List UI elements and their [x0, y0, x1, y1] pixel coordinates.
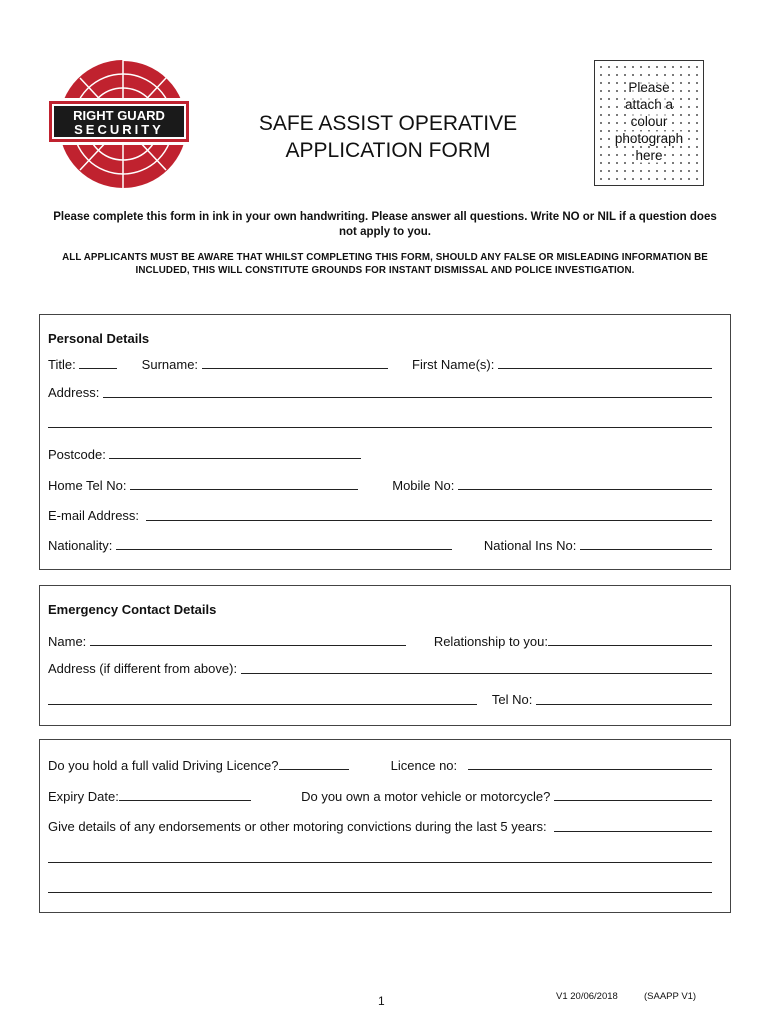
logo-line2: SECURITY — [74, 122, 164, 137]
title-label: Title: — [48, 357, 76, 372]
postcode-label: Postcode: — [48, 447, 106, 462]
version-label: V1 20/06/2018 — [556, 991, 618, 1002]
emergency-name-label: Name: — [48, 634, 87, 649]
name-row — [48, 356, 712, 373]
expiry-row — [48, 788, 712, 805]
photo-line1: Please — [628, 80, 670, 95]
first-names-label: First Name(s): — [412, 357, 495, 372]
endorsements-line-2[interactable] — [48, 862, 712, 863]
page-number: 1 — [378, 994, 385, 1008]
nationality-label: Nationality: — [48, 538, 113, 553]
phone-row — [48, 477, 712, 494]
emergency-name-row — [48, 633, 712, 650]
emergency-address-label: Address (if different from above): — [48, 661, 238, 676]
photo-line2: attach a — [624, 97, 674, 112]
expiry-field[interactable] — [119, 788, 251, 801]
address-line-2[interactable] — [48, 427, 712, 428]
endorsements-question: Give details of any endorsements or other motoring convictions during the last 5 years: — [48, 819, 547, 834]
expiry-label: Expiry Date: — [48, 789, 119, 804]
surname-field[interactable] — [202, 356, 388, 369]
photo-attachment-box — [594, 60, 704, 186]
relationship-label: Relationship to you: — [433, 634, 548, 649]
postcode-field[interactable] — [109, 446, 361, 459]
personal-details-heading: Personal Details — [48, 331, 150, 346]
emergency-name-field[interactable] — [90, 633, 406, 646]
emergency-tel-row — [48, 692, 712, 708]
photo-instruction — [595, 79, 703, 164]
false-information-warning: ALL APPLICANTS MUST BE AWARE THAT WHILST COMPLETING THIS FORM, SHOULD ANY FALSE OR MISLEADING INFORMATION BE INCLUDED, THIS WILL CONSTITUTE GROUNDS FOR INSTANT DISMISSAL AND POLICE INVESTIGATION. — [62, 252, 708, 276]
surname-label: Surname: — [141, 357, 199, 372]
licence-no-label: Licence no: — [390, 758, 458, 773]
page-title — [228, 110, 548, 164]
mobile-label: Mobile No: — [392, 478, 455, 493]
emergency-address-row — [48, 661, 712, 677]
driving-section — [39, 739, 731, 913]
endorsements-line-3[interactable] — [48, 892, 712, 893]
intro-instructions: Please complete this form in ink in your own handwriting. Please answer all questions. Write NO or NIL if a question does not apply to you. — [53, 211, 717, 238]
email-row — [48, 508, 712, 524]
vehicle-answer-field[interactable] — [554, 788, 712, 801]
emergency-tel-field[interactable] — [536, 692, 712, 705]
relationship-field[interactable] — [548, 633, 712, 646]
first-names-field[interactable] — [498, 356, 712, 369]
endorsements-field[interactable] — [554, 819, 712, 832]
home-tel-field[interactable] — [130, 477, 358, 490]
licence-no-field[interactable] — [468, 757, 712, 770]
vehicle-question: Do you own a motor vehicle or motorcycle? — [301, 789, 551, 804]
licence-question: Do you hold a full valid Driving Licence? — [48, 758, 279, 773]
email-field[interactable] — [146, 508, 712, 521]
emergency-contact-section — [39, 585, 731, 726]
form-code: (SAAPP V1) — [644, 991, 697, 1002]
emergency-tel-label: Tel No: — [491, 692, 533, 707]
licence-answer-field[interactable] — [279, 757, 349, 770]
emergency-address-line-2[interactable] — [48, 692, 477, 705]
postcode-row — [48, 446, 712, 463]
company-logo — [44, 58, 202, 190]
home-tel-label: Home Tel No: — [48, 478, 127, 493]
photo-line4: photograph — [614, 131, 684, 146]
address-field[interactable] — [103, 385, 712, 398]
address-row — [48, 385, 712, 401]
logo-graphic — [44, 58, 202, 190]
nationality-row — [48, 537, 712, 554]
title-line2: APPLICATION FORM — [285, 139, 491, 162]
ni-field[interactable] — [580, 537, 712, 550]
emergency-address-field[interactable] — [241, 661, 712, 674]
title-field[interactable] — [79, 356, 117, 369]
personal-details-section — [39, 314, 731, 570]
nationality-field[interactable] — [116, 537, 452, 550]
photo-line3: colour — [630, 114, 668, 129]
endorsements-row — [48, 819, 712, 835]
licence-row — [48, 757, 712, 774]
logo-line1: RIGHT GUARD — [73, 108, 165, 123]
email-label: E-mail Address: — [48, 508, 140, 523]
emergency-contact-heading: Emergency Contact Details — [48, 602, 217, 617]
mobile-field[interactable] — [458, 477, 712, 490]
address-label: Address: — [48, 385, 100, 400]
photo-line5: here — [635, 148, 663, 163]
ni-label: National Ins No: — [483, 538, 577, 553]
title-line1: SAFE ASSIST OPERATIVE — [258, 112, 518, 135]
